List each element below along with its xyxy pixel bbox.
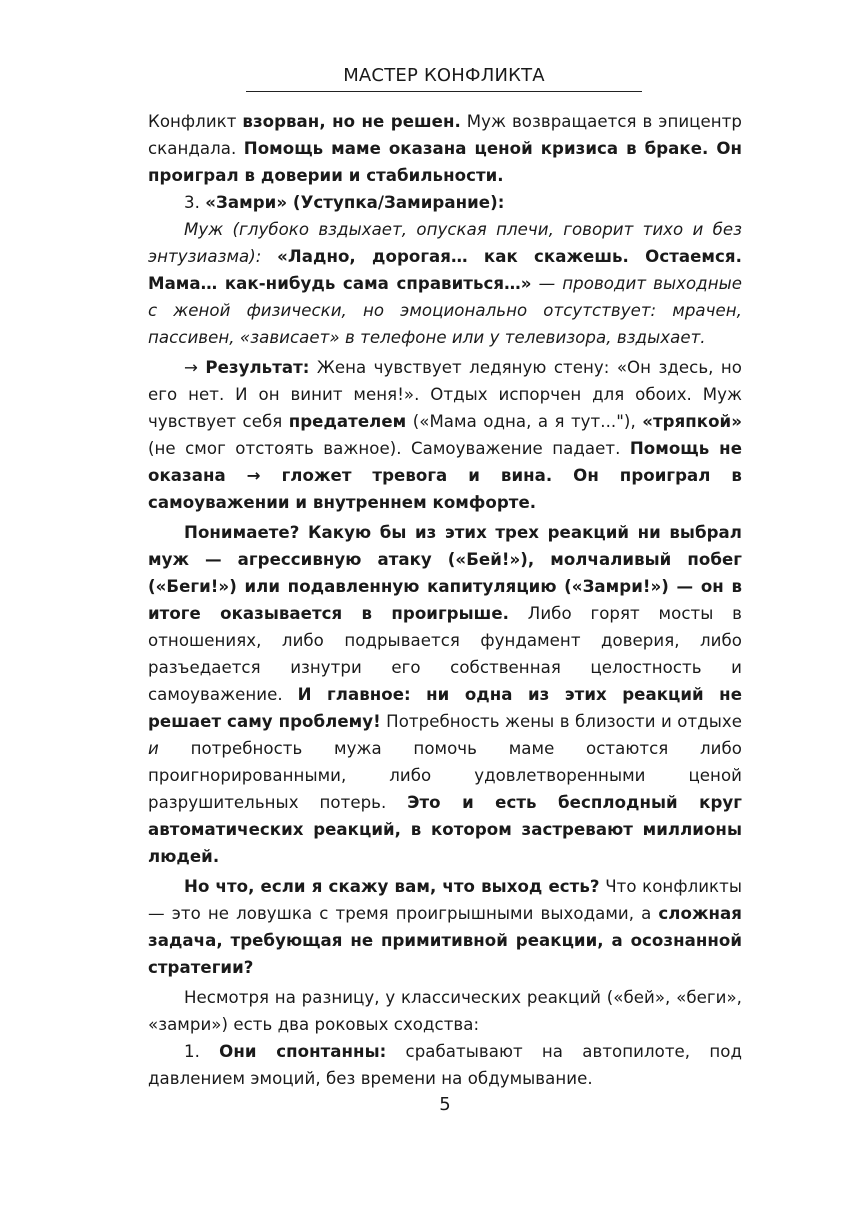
bold-run: Помощь не оказана → гложет тревога и вина. Он проиграл в самоуважении и внутреннем комфорте.: [148, 439, 742, 512]
bold-run: «Ладно, дорогая… как скажешь. Остаемся. Мама… как-нибудь сама справиться…»: [148, 247, 742, 293]
paragraph-7: [148, 984, 742, 1038]
list-number: 1.: [184, 1042, 220, 1061]
paragraph-5: [148, 519, 742, 870]
page-number: 5: [439, 1094, 451, 1115]
bold-run: Понимаете? Какую бы из этих трех реакций ни выбрал муж — агрессивную атаку («Бей!»), молчаливый побег («Беги!») или подавленную капитуляцию («Замри!») — он в итоге оказывается в проигрыше.: [148, 523, 742, 623]
paragraph-2-list-heading: [148, 189, 742, 216]
paragraph-3-dialogue: [148, 216, 742, 351]
arrow-glyph: →: [184, 358, 206, 377]
bold-run: И главное: ни одна из этих реакций не решает саму проблему!: [148, 685, 742, 731]
bold-run: Результат:: [205, 358, 310, 377]
body-text: [148, 108, 742, 1092]
bold-run: Помощь маме оказана ценой кризиса в браке. Он проиграл в доверии и стабильности.: [148, 139, 743, 185]
text-run: Что конфликты — это не ловушка с тремя проигрышными выходами, а: [148, 877, 742, 923]
bold-run: «тряпкой»: [642, 412, 742, 431]
italic-run: Муж (глубоко вздыхает, опуская плечи, говорит тихо и без энтузиазма):: [148, 220, 742, 266]
text-run: Несмотря на разницу, у классических реакций («бей», «беги», «замри») есть два роковых сходства:: [148, 988, 742, 1034]
running-title: МАСТЕР КОНФЛИКТА: [343, 65, 545, 86]
bold-run: Но что, если я скажу вам, что выход есть?: [184, 877, 600, 896]
bold-run: Это и есть бесплодный круг автоматических реакций, в котором застревают миллионы людей.: [148, 793, 742, 866]
text-run: Либо горят мосты в отношениях, либо подрывается фундамент доверия, либо разъедается изнутри его собственная целостность и самоуважение.: [148, 604, 742, 704]
list-heading: «Замри» (Уступка/Замирание):: [205, 193, 505, 212]
text-run: Жена чувствует ледяную стену: «Он здесь, но его нет. И он винит меня!». Отдых испорчен для обоих. Муж чувствует себя: [148, 358, 743, 431]
text-run: Потребность жены в близости и отдыхе: [380, 712, 743, 731]
bold-run: сложная задача, требующая не примитивной реакции, а осознанной стратегии?: [148, 904, 742, 977]
bold-run: взорван, но не решен.: [242, 112, 461, 131]
paragraph-6: [148, 873, 742, 981]
paragraph-4-result: [148, 354, 742, 516]
text-run: («Мама одна, а я тут..."),: [406, 412, 643, 431]
text-run: (не смог отстоять важное). Самоуважение падает.: [148, 439, 630, 458]
paragraph-8-list-item: [148, 1038, 742, 1092]
text-run: Конфликт: [148, 112, 243, 131]
list-number: 3.: [184, 193, 206, 212]
header-rule: [246, 91, 642, 92]
text-run: срабатывают на автопилоте, под давлением эмоций, без времени на обдумывание.: [148, 1042, 742, 1088]
paragraph-1: [148, 108, 742, 189]
text-run: потребность мужа помочь маме остаются либо проигнорированными, либо удовлетворенными ценой разрушительных потерь.: [148, 739, 742, 812]
italic-run: — проводит выходные с женой физически, но эмоционально отсутствует: мрачен, пассивен, «зависает» в телефоне или у телевизора, вздыхает.: [148, 274, 743, 347]
bold-run: предателем: [288, 412, 407, 431]
text-run: Муж возвращается в эпицентр скандала.: [148, 112, 742, 158]
italic-run: и: [148, 739, 159, 758]
bold-run: Они спонтанны:: [219, 1042, 387, 1061]
